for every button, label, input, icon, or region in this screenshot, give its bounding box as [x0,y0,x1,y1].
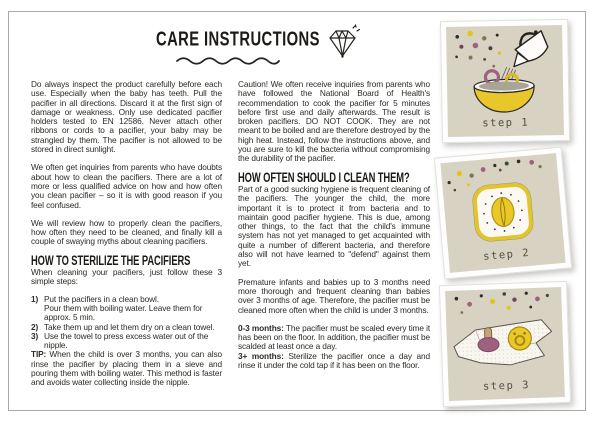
mauve-pacifier-shield [478,337,499,352]
sterilize-step-3 [31,332,222,351]
paragraph-caution: Caution! We often receive inquiries from parents who have followed the National Board of Health's recommendation to cook the pacifier for 5 minutes before first use and daily afterwards. The result is broken pacifiers. DO NOT COOK. They are not meant to be boiled and are therefore destroyed by the high heat. Instead, follow the instructions above, and you are sure to kill the bacteria without compromising the durability of the pacifier. [238,79,430,164]
months-0-3-text: The pacifier must be scaled every time it has been on the floor. In addition, the pacifier must be scalded at least once a day. [238,322,431,352]
tip-label: TIP: [31,349,47,360]
months-0-3 [238,324,430,352]
paragraph-inquiries: We often get inquiries from parents who have doubts about how to clean the pacifiers. There are a lot of more or less qualified advice on how and how often you clean pacifier – so it is with good reason if you feel confused. [31,162,222,210]
months-3-plus-text: Sterilize the pacifier once a day and rinse it under the cold tap if it has been on the floor. [238,350,430,371]
step-card-3 [439,281,571,407]
kettle-pouring-into-bowl-illustration [445,25,565,117]
page-title: CARE INSTRUCTIONS [156,27,320,50]
kitchen-timer-illustration [439,153,564,253]
squiggle-divider [175,54,281,66]
step-card-2 [434,147,572,280]
tip-paragraph [31,350,222,387]
step-number: 2) [31,321,39,332]
step-card-1 [440,19,570,143]
paragraph-review: We will review how to properly clean the pacifiers, how often they need to be cleaned, and finally kill a couple of swaying myths about cleaning pacifiers. [31,217,222,247]
step-text-line: Take them up and let them dry on a clean towel. [44,321,215,332]
step-2-label: step 2 [482,246,531,263]
confetti-dots [454,291,549,314]
confetti-dots [455,30,502,68]
kettle [502,26,552,73]
pacifiers-on-towel-illustration [444,287,565,381]
left-text-column [31,80,222,397]
yellow-pacifier [508,327,532,351]
step-3-label: step 3 [482,379,531,393]
step-text-line: Put the pacifiers in a clean bowl. [44,293,159,304]
paragraph-inspect-product: Do always inspect the product carefully before each use. Especially when the baby has teeth. Pull the pacifier in all directions. Discard it at the first sign of damage or weakness. Only use dedicated pacifier holders tested to EN 12586. Never attach other ribbons or cords to a pacifier, your baby may be strangled by them. The pacifier is not allowed to be stored in direct sunlight. [31,79,222,155]
sterilize-intro: When cleaning your pacifiers, just follow these 3 simple steps: [31,267,222,287]
sterilize-step-1 [31,295,222,323]
step-text-line: Use the towel to press excess water out of the nipple. [44,330,209,351]
paragraph-hygiene: Part of a good sucking hygiene is frequent cleaning of the pacifiers. The younger the child, the more important it is to protect it from bacteria and to maintain good pacifier hygiene. This is due, among other things, to the fact that the child's immune system has not yet managed to get acquainted with quite a number of different bacteria, and therefore also will not have learned to "defend" against them yet. [238,183,430,269]
tip-text: When the child is over 3 months, you can also rinse the pacifier by placing them in a sieve and pouring them with boiling water. This method is faster and avoids water collecting inside the nipple. [31,349,223,388]
diamond-icon [324,24,364,62]
step-1-label: step 1 [482,116,530,130]
heading-how-often-clean: HOW OFTEN SHOULD I CLEAN THEM? [238,169,410,185]
months-3-plus [238,352,430,371]
step-text-line: Pour them with boiling water. Leave them for approx. 5 min. [44,302,203,323]
header [138,28,318,66]
months-3-plus-label: 3+ months: [238,350,284,361]
step-number: 1) [31,293,39,304]
right-text-column [238,80,430,370]
months-guidance [238,324,430,370]
months-0-3-label: 0-3 months: [238,322,284,333]
paragraph-premature: Premature infants and babies up to 3 months need more thorough and frequent cleaning than babies over 3 months of age. Therefore, the pacifier must be cleaned more often when the child is under 3 months. [238,276,430,315]
towel [453,319,552,366]
step-number: 3) [31,330,39,341]
heading-how-to-sterilize: HOW TO STERILIZE THE PACIFIERS [31,252,191,268]
